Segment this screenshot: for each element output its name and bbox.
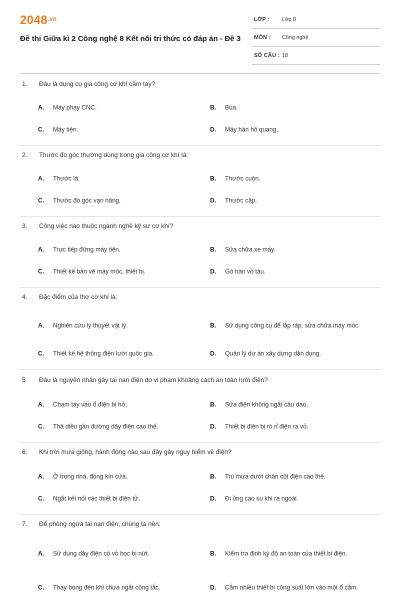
question-number: 6. (22, 449, 28, 456)
option-text: Trú mưa dưới chân cột điện cao thế. (225, 473, 326, 481)
header (0, 0, 400, 70)
option-b[interactable] (210, 240, 382, 260)
option-text: Búa. (225, 104, 238, 112)
question-6 (0, 449, 400, 461)
option-letter: C. (38, 268, 45, 276)
meta-row-subject (252, 32, 380, 47)
option-c[interactable] (38, 578, 198, 598)
option-letter: D. (210, 350, 217, 358)
option-text: Thiết kế bản vẽ máy móc, thiết bị. (53, 268, 146, 276)
option-letter: A. (38, 401, 45, 409)
option-text: Thước đo góc vạn năng. (53, 197, 121, 205)
question-3 (0, 223, 400, 235)
meta-value: Lớp 8 (282, 17, 297, 23)
exam-meta (252, 14, 380, 68)
option-letter: D. (210, 126, 217, 134)
question-divider (20, 145, 380, 146)
option-letter: B. (210, 550, 217, 558)
option-letter: C. (38, 197, 45, 205)
option-letter: A. (38, 175, 45, 183)
option-text: Kiểm tra định kỳ độ an toàn của thiết bị điện. (225, 550, 348, 558)
option-d[interactable] (210, 578, 382, 598)
option-letter: D. (210, 584, 217, 592)
meta-key: SỐ CÂU : (254, 53, 280, 59)
question-7 (0, 521, 400, 533)
meta-key: MÔN : (254, 35, 271, 41)
option-d[interactable] (210, 417, 382, 437)
question-1 (0, 81, 400, 93)
option-a[interactable] (38, 240, 198, 260)
option-b[interactable] (210, 544, 382, 564)
option-text: Thước cặp. (225, 197, 257, 205)
option-letter: C. (38, 126, 45, 134)
option-d[interactable] (210, 489, 382, 509)
option-text: Sử dụng công cụ để lắp ráp, sửa chữa máy móc. (225, 322, 360, 330)
option-letter: A. (38, 104, 45, 112)
option-b[interactable] (210, 395, 382, 415)
question-5 (0, 377, 400, 389)
option-a[interactable] (38, 169, 198, 189)
option-text: Nghiên cứu lý thuyết vật lý. (53, 322, 128, 330)
option-text: Sửa điện không ngắt cầu dao. (225, 401, 308, 409)
option-letter: B. (210, 246, 217, 254)
question-text: Công việc nào thuộc ngành nghề kỹ sư cơ khí? (39, 223, 174, 230)
option-letter: A. (38, 473, 45, 481)
question-text: Để phòng ngừa tai nạn điện, chúng ta nên: (39, 521, 161, 528)
option-letter: D. (210, 268, 217, 276)
option-text: Máy hàn hồ quang. (225, 126, 278, 134)
option-text: Thước lá. (53, 175, 80, 183)
option-text: Quản lý dự án xây dựng dân dụng. (225, 350, 322, 358)
option-text: Thay bóng đèn khi chưa ngắt công tắc. (53, 584, 161, 592)
option-a[interactable] (38, 316, 198, 336)
question-divider (20, 287, 380, 288)
exam-title: Đề thi Giữa kì 2 Công nghệ 8 Kết nối tri thức có đáp án - Đề 3 (20, 34, 241, 43)
question-divider (20, 442, 380, 443)
question-number: 4. (22, 294, 28, 301)
logo-text: 2048 (20, 13, 48, 27)
option-text: Cắm nhiều thiết bị công suất lớn vào một ổ cắm. (225, 584, 359, 592)
option-c[interactable] (38, 489, 198, 509)
question-divider (20, 216, 380, 217)
option-c[interactable] (38, 120, 198, 140)
option-letter: B. (210, 401, 217, 409)
question-2 (0, 152, 400, 164)
option-a[interactable] (38, 467, 198, 487)
question-number: 7. (22, 521, 28, 528)
logo-suffix: .vn (47, 17, 57, 23)
question-number: 5. (22, 377, 28, 384)
option-b[interactable] (210, 316, 382, 336)
meta-value: Công nghệ (282, 35, 309, 41)
option-d[interactable] (210, 262, 382, 282)
option-letter: C. (38, 584, 45, 592)
option-text: Thiết bị điện bị rò rỉ điện ra vỏ. (225, 423, 309, 431)
question-text: Đặc điểm của thợ cơ khí là: (39, 294, 118, 301)
site-logo[interactable] (20, 14, 57, 26)
question-text: Đâu là nguyên nhân gây tai nạn điện do vi phạm khoảng cách an toàn lưới điện? (39, 377, 268, 384)
option-b[interactable] (210, 98, 382, 118)
option-letter: B. (210, 473, 217, 481)
option-c[interactable] (38, 417, 198, 437)
question-number: 1. (22, 81, 28, 88)
option-d[interactable] (210, 120, 382, 140)
question-text: Đâu là dụng cụ gia công cơ khí cầm tay? (39, 81, 156, 88)
option-text: Thiết kế hệ thống điện lưới quốc gia. (53, 350, 154, 358)
option-b[interactable] (210, 467, 382, 487)
option-text: Thước cuộn. (225, 175, 261, 183)
option-c[interactable] (38, 344, 198, 364)
question-number: 3. (22, 223, 28, 230)
option-a[interactable] (38, 98, 198, 118)
option-text: Trực tiếp đứng máy tiện. (53, 246, 121, 254)
meta-value: 18 (282, 53, 288, 59)
option-letter: B. (210, 322, 217, 330)
option-text: Thả diều gần đường dây điện cao thế. (53, 423, 159, 431)
option-text: Ở trong nhà, đóng kín cửa. (53, 473, 128, 481)
question-text: Thước đo góc thường dùng trong gia công cơ khí là: (39, 152, 189, 159)
option-text: Máy tiện. (53, 126, 79, 134)
option-letter: B. (210, 175, 217, 183)
option-d[interactable] (210, 344, 382, 364)
option-d[interactable] (210, 191, 382, 211)
option-letter: D. (210, 495, 217, 503)
option-letter: D. (210, 197, 217, 205)
option-letter: B. (210, 104, 217, 112)
question-text: Khi trời mưa giông, hành động nào sau đây gây nguy hiểm về điện? (39, 449, 232, 456)
option-text: Sửa chữa xe máy. (225, 246, 276, 254)
question-number: 2. (22, 152, 28, 159)
question-divider (20, 514, 380, 515)
meta-key: LỚP : (254, 17, 270, 23)
question-divider (20, 369, 380, 370)
option-text: Gò hàn vỏ tàu. (225, 268, 266, 276)
question-4 (0, 294, 400, 306)
option-text: Máy phay CNC. (53, 104, 97, 112)
option-letter: C. (38, 423, 45, 431)
option-letter: A. (38, 246, 45, 254)
option-text: Đi ủng cao su khi ra ngoài. (225, 495, 299, 503)
option-c[interactable] (38, 262, 198, 282)
option-b[interactable] (210, 169, 382, 189)
option-a[interactable] (38, 395, 198, 415)
option-letter: C. (38, 495, 45, 503)
option-letter: A. (38, 322, 45, 330)
header-divider (20, 73, 380, 74)
option-text: Sử dụng dây điện có vỏ bọc bị nứt. (53, 550, 150, 558)
option-letter: D. (210, 423, 217, 431)
option-letter: A. (38, 550, 45, 558)
option-c[interactable] (38, 191, 198, 211)
option-letter: C. (38, 350, 45, 358)
option-text: Chạm tay vào ổ điện bị hở. (53, 401, 128, 409)
meta-row-class (252, 14, 380, 29)
option-text: Ngắt kết nối các thiết bị điện tử. (53, 495, 141, 503)
meta-row-count (252, 50, 380, 65)
option-a[interactable] (38, 544, 198, 564)
